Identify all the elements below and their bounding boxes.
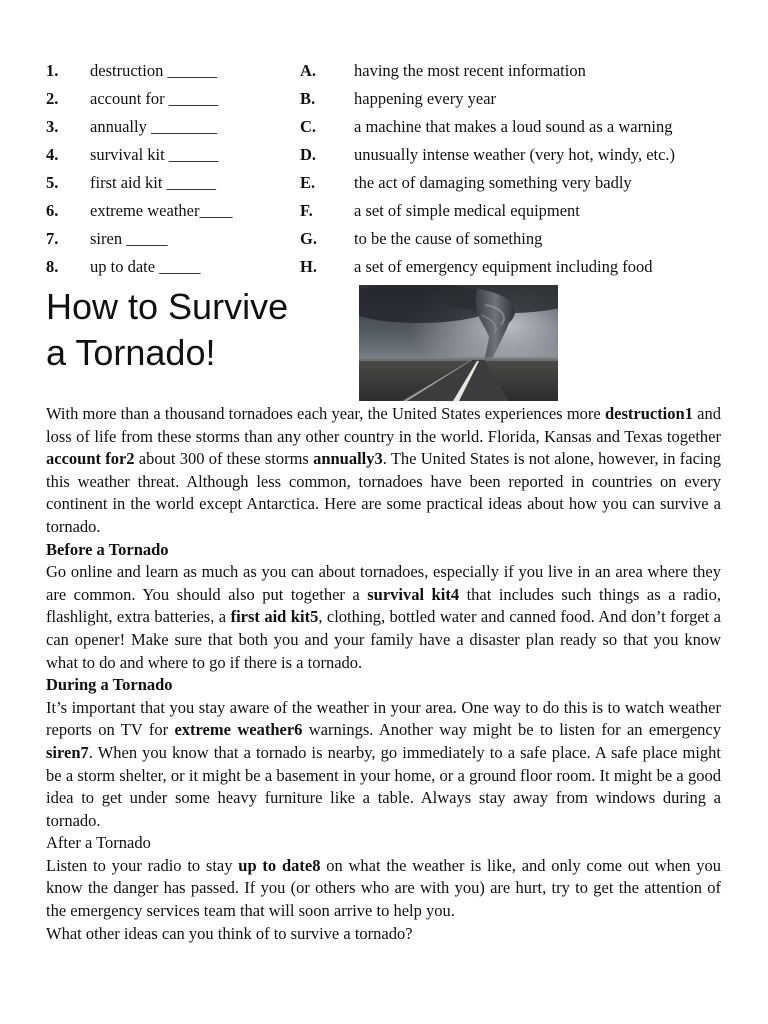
definition: happening every year [354, 89, 497, 108]
matching-row [46, 198, 736, 226]
vocabulary-term: annually ________ [90, 117, 217, 136]
vocabulary-term: account for ______ [90, 89, 219, 108]
item-number: 1. [46, 61, 59, 80]
key-term: annually3 [313, 449, 383, 469]
after-tornado-paragraph: Listen to your radio to stay up to date8 on what the weather is like, and only come out when you know the danger has passed. If you (or others who are with you) are hurt, try to get the attention of the emergency services team that will soon arrive to help you. [46, 855, 722, 921]
tornado-photo [359, 285, 558, 401]
key-term: up to date8 [238, 855, 321, 875]
after-tornado-heading: After a Tornado [46, 833, 151, 853]
item-number: 2. [46, 89, 59, 108]
matching-row [46, 114, 736, 142]
item-number: 3. [46, 117, 59, 136]
vocabulary-term: survival kit ______ [90, 145, 219, 164]
definition: to be the cause of something [354, 229, 543, 248]
definition: the act of damaging something very badly [354, 173, 632, 192]
option-letter: G. [300, 229, 317, 248]
matching-row [46, 142, 736, 170]
matching-row [46, 170, 736, 198]
option-letter: H. [300, 257, 317, 276]
definition: a machine that makes a loud sound as a warning [354, 117, 673, 136]
option-letter: F. [300, 201, 313, 220]
matching-row [46, 254, 736, 282]
vocabulary-matching-exercise [46, 58, 736, 282]
matching-row [46, 86, 736, 114]
option-letter: A. [300, 61, 317, 80]
key-term: first aid kit5 [230, 607, 319, 627]
closing-question: What other ideas can you think of to survive a tornado? [46, 923, 413, 943]
key-term: siren7 [46, 742, 89, 762]
item-number: 4. [46, 145, 59, 164]
key-term: extreme weather6 [174, 720, 303, 740]
intro-paragraph: With more than a thousand tornadoes each year, the United States experiences more destruction1 and loss of life from these storms than any other country in the world. Florida, Kansas and Texas together account for2 about 300 of these storms annually3. The United States is not alone, however, in facing this weather threat. Although less common, tornadoes have been reported in countries on every continent in the world except Antarctica. Here are some practical ideas about how you can survive a tornado. [46, 404, 722, 536]
item-number: 8. [46, 257, 59, 276]
matching-row [46, 226, 736, 254]
item-number: 5. [46, 173, 59, 192]
title-line-2: a Tornado! [46, 332, 216, 373]
before-tornado-paragraph: Go online and learn as much as you can about tornadoes, especially if you live in an area where they are common. You should also put together a survival kit4 that includes such things as a radio, flashlight, extra batteries, a first aid kit5, clothing, bottled water and canned food. And don’t forget a can opener! Make sure that both you and your family have a disaster plan ready so that you know what to do and where to go if there is a tornado. [46, 562, 722, 672]
option-letter: E. [300, 173, 316, 192]
key-term: destruction1 [604, 404, 693, 423]
definition: unusually intense weather (very hot, windy, etc.) [354, 145, 676, 164]
option-letter: D. [300, 145, 317, 164]
item-number: 7. [46, 229, 59, 248]
before-tornado-heading: Before a Tornado [46, 539, 169, 559]
vocabulary-term: up to date _____ [90, 257, 201, 276]
page-title [46, 284, 346, 376]
key-term: account for2 [46, 449, 135, 469]
title-line-1: How to Survive [46, 286, 289, 327]
during-tornado-heading: During a Tornado [46, 675, 173, 695]
vocabulary-term: extreme weather____ [90, 201, 233, 220]
vocabulary-term: first aid kit ______ [90, 173, 217, 192]
during-tornado-paragraph: It’s important that you stay aware of the weather in your area. One way to do this is to watch weather reports on TV for extreme weather6 warnings. Another way might be to listen for an emergency siren7. When you know that a tornado is nearby, go immediately to a safe place. A safe place might be a storm shelter, or it might be a basement in your home, or a ground floor room. It might be a good idea to get under some heavy furniture like a table. Always stay away from windows during a tornado. [46, 697, 721, 830]
vocabulary-term: destruction ______ [90, 61, 217, 80]
definition: having the most recent information [354, 61, 586, 80]
item-number: 6. [46, 201, 59, 220]
key-term: survival kit4 [367, 584, 460, 604]
definition: a set of simple medical equipment [354, 201, 580, 220]
vocabulary-term: siren _____ [90, 229, 168, 248]
article-body [46, 403, 721, 945]
matching-row [46, 58, 736, 86]
definition: a set of emergency equipment including food [354, 257, 653, 276]
option-letter: B. [300, 89, 316, 108]
option-letter: C. [300, 117, 317, 136]
